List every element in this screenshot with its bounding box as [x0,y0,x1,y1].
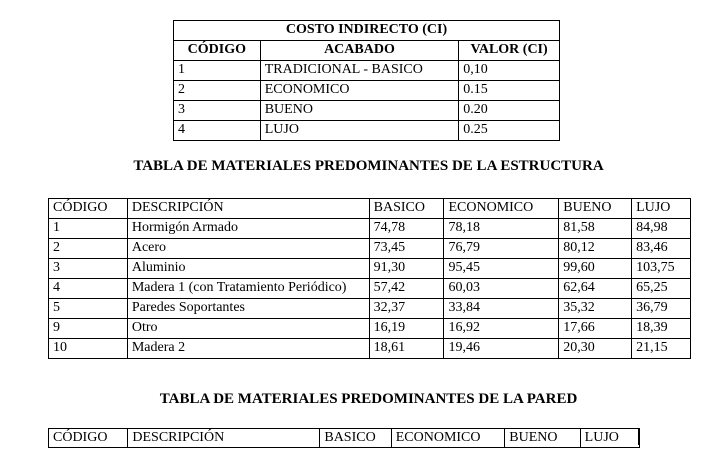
costo-indirecto-title: COSTO INDIRECTO (CI) [174,21,560,41]
table-row [49,339,691,359]
cell-basico: 57,42 [369,279,444,299]
cell-codigo: 10 [49,339,128,359]
text-cursor [638,429,640,445]
cell-lujo: 103,75 [632,259,691,279]
cell-valor: 0.25 [459,121,560,141]
cell-basico: 32,37 [369,299,444,319]
cell-basico: 74,78 [369,219,444,239]
table-row [49,239,691,259]
cell-bueno: 35,32 [559,299,632,319]
header-lujo: LUJO [580,429,639,448]
cell-descripcion: Madera 1 (con Tratamiento Periódico) [127,279,369,299]
cell-bueno: 62,64 [559,279,632,299]
cell-acabado: LUJO [260,121,459,141]
cell-lujo: 18,39 [632,319,691,339]
cell-descripcion: Hormigón Armado [127,219,369,239]
cell-lujo: 84,98 [632,219,691,239]
cell-descripcion: Paredes Soportantes [127,299,369,319]
cell-descripcion: Acero [127,239,369,259]
header-descripcion: DESCRIPCIÓN [128,429,320,448]
cell-codigo: 1 [49,219,128,239]
table-row [49,279,691,299]
header-lujo: LUJO [632,199,691,219]
table-row [49,259,691,279]
header-codigo: CÓDIGO [174,41,261,61]
header-economico: ECONOMICO [444,199,559,219]
table-row [174,81,560,101]
header-economico: ECONOMICO [391,429,505,448]
header-basico: BASICO [369,199,444,219]
cell-acabado: BUENO [260,101,459,121]
header-codigo: CÓDIGO [49,199,128,219]
cell-descripcion: Aluminio [127,259,369,279]
cell-codigo: 5 [49,299,128,319]
cell-codigo: 9 [49,319,128,339]
table-row [174,61,560,81]
cell-codigo: 2 [174,81,261,101]
cell-bueno: 81,58 [559,219,632,239]
cell-economico: 16,92 [444,319,559,339]
cell-acabado: TRADICIONAL - BASICO [260,61,459,81]
cell-bueno: 20,30 [559,339,632,359]
cell-lujo: 36,79 [632,299,691,319]
cell-descripcion: Otro [127,319,369,339]
cell-lujo: 83,46 [632,239,691,259]
cell-bueno: 99,60 [559,259,632,279]
pared-table [48,428,640,448]
header-basico: BASICO [320,429,391,448]
cell-valor: 0.15 [459,81,560,101]
table-header-row [49,429,640,448]
cell-descripcion: Madera 2 [127,339,369,359]
cell-codigo: 2 [49,239,128,259]
cell-codigo: 3 [49,259,128,279]
cell-economico: 60,03 [444,279,559,299]
table-row [49,299,691,319]
header-descripcion: DESCRIPCIÓN [127,199,369,219]
cell-lujo: 21,15 [632,339,691,359]
cell-economico: 78,18 [444,219,559,239]
table-row [49,219,691,239]
table-header-row [49,199,691,219]
header-bueno: BUENO [559,199,632,219]
cell-economico: 19,46 [444,339,559,359]
cell-codigo: 4 [174,121,261,141]
cell-codigo: 1 [174,61,261,81]
cell-bueno: 17,66 [559,319,632,339]
cell-basico: 18,61 [369,339,444,359]
table-row [49,319,691,339]
estructura-title: TABLA DE MATERIALES PREDOMINANTES DE LA ESTRUCTURA [133,158,604,174]
cell-acabado: ECONOMICO [260,81,459,101]
header-acabado: ACABADO [260,41,459,61]
cell-basico: 91,30 [369,259,444,279]
cell-economico: 95,45 [444,259,559,279]
header-bueno: BUENO [505,429,580,448]
header-codigo: CÓDIGO [49,429,128,448]
table-row [174,121,560,141]
table-row [174,101,560,121]
header-valor: VALOR (CI) [459,41,560,61]
cell-valor: 0,10 [459,61,560,81]
cell-codigo: 3 [174,101,261,121]
cell-basico: 16,19 [369,319,444,339]
estructura-table [48,198,691,359]
costo-indirecto-table [173,20,560,141]
cell-basico: 73,45 [369,239,444,259]
cell-economico: 76,79 [444,239,559,259]
cell-economico: 33,84 [444,299,559,319]
cell-codigo: 4 [49,279,128,299]
pared-title: TABLA DE MATERIALES PREDOMINANTES DE LA PARED [159,391,578,407]
cell-lujo: 65,25 [632,279,691,299]
cell-bueno: 80,12 [559,239,632,259]
cell-valor: 0.20 [459,101,560,121]
